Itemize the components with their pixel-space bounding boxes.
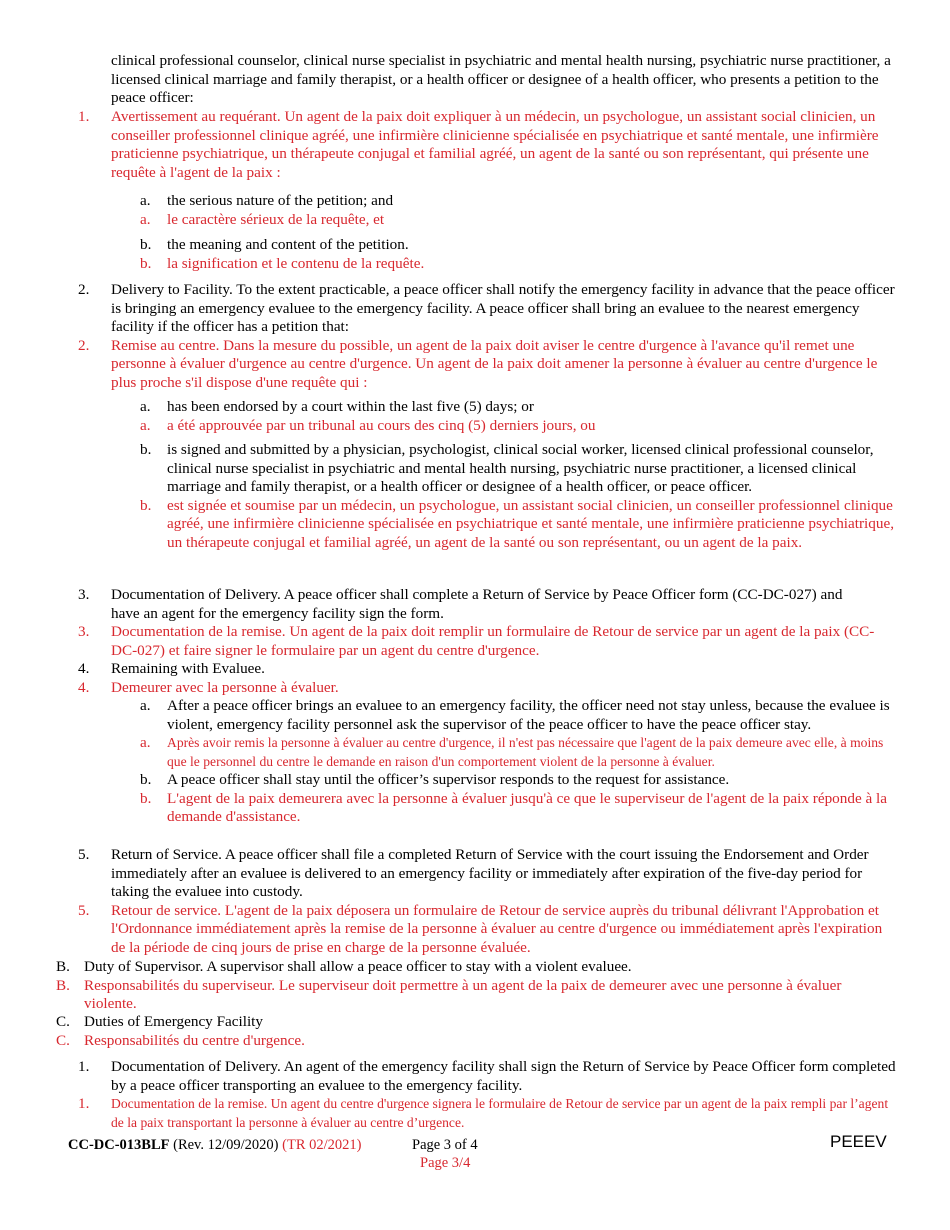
item-number: 5. (78, 901, 90, 919)
section-c-en-text: Duties of Emergency Facility (84, 1013, 263, 1030)
section-c (56, 1013, 896, 1050)
form-id: CC-DC-013BLF (68, 1137, 170, 1153)
sub-fr-text: le caractère sérieux de la requête, et (167, 210, 385, 228)
section-c-item-1-en-text: Documentation of Delivery. An agent of the emergency facility shall sign the Return of Service by Peace Officer form completed by a peace officer transporting an evaluee to the emergency facility. (111, 1058, 896, 1094)
section-c-item-1-fr-text: Documentation de la remise. Un agent du centre d'urgence signera le formulaire de Retour de service par un agent de la paix rempli par l’agent de la paix transportant la personne à évaluer au centre d’urgence. (111, 1096, 889, 1130)
item-4 (78, 660, 896, 697)
form-code (830, 1133, 887, 1152)
item-2-fr-text: Remise au centre. Dans la mesure du possible, un agent de la paix doit aviser le centre d'urgence à l'avance qu'il remet une personne à évaluer d'urgence au centre d'urgence. Un agent de la paix doit amener la personne à évaluer au centre d'urgence le plus proche s'il dispose d'une requête qui : (111, 336, 878, 391)
item-5-fr-text: Retour de service. L'agent de la paix déposera un formulaire de Retour de service auprès du tribunal délivrant l'Approbation et l'Ordonnance immédiatement après la remise de la personne à évaluer au centre d'urgence ou immédiatement après l'expiration de la période de cinq jours de prise en charge de la personne évaluée. (111, 901, 883, 956)
sub-fr-text: a été approuvée par un tribunal au cours des cinq (5) derniers jours, ou (167, 416, 596, 434)
section-letter: B. (56, 958, 70, 975)
sub-letter: a. (140, 192, 151, 209)
item-number: 2. (78, 336, 90, 354)
item-2-en-text: Delivery to Facility. To the extent practicable, a peace officer shall notify the emergency facility in advance that the peace officer is bringing an emergency evaluee to the emergency facility. A peace officer shall bring an evaluee to the nearest emergency facility if the officer has a petition that: (111, 281, 895, 335)
item-number: 5. (78, 846, 90, 863)
item-number: 1. (78, 1095, 90, 1112)
item-number: 1. (78, 1058, 90, 1075)
translation-date: (TR 02/2021) (282, 1137, 362, 1153)
page-number-en-text: Page 3 of 4 (412, 1137, 478, 1153)
item-4-en-text: Remaining with Evaluee. (111, 660, 265, 677)
item-2-sub-b (140, 441, 896, 552)
sub-letter: a. (140, 398, 151, 415)
section-c-fr-text: Responsabilités du centre d'urgence. (84, 1031, 305, 1049)
footer-form-id-line (68, 1136, 361, 1155)
item-number: 3. (78, 586, 90, 603)
item-1-fr-text: Avertissement au requérant. Un agent de la paix doit expliquer à un médecin, un psychologue, un assistant social clinicien, un conseiller professionnel clinique agréé, une infirmière clinicienne spécialisée en psychiatrique et santé mentale, une infirmière praticienne psychiatrique, un thérapeute conjugal et familial agréé, un agent de la santé ou son représentant, qui présente une requête à l'agent de la paix : (111, 108, 879, 181)
page-number-en (412, 1136, 478, 1155)
sub-letter: a. (140, 734, 151, 751)
sub-letter: a. (140, 697, 151, 714)
item-number: 4. (78, 660, 90, 677)
intro-paragraph (111, 52, 896, 108)
section-letter: C. (56, 1031, 70, 1049)
item-4-fr-text: Demeurer avec la personne à évaluer. (111, 678, 339, 696)
item-4-sub-a (140, 697, 896, 827)
item-3 (78, 586, 848, 623)
item-3-fr-text: Documentation de la remise. Un agent de la paix doit remplir un formulaire de Retour de service par un agent de la paix (CC-DC-027) et faire signer le formulaire par un agent du centre d'urgence. (111, 623, 875, 659)
section-c-item-1 (78, 1058, 896, 1132)
item-1-sub-b (140, 236, 896, 273)
item-2 (78, 281, 896, 392)
item-1-fr (78, 108, 896, 182)
item-1-sub-a (140, 192, 896, 229)
section-letter: B. (56, 976, 70, 994)
item-3-fr (78, 623, 896, 660)
sub-letter: a. (140, 416, 151, 434)
sub-en-text: A peace officer shall stay until the officer’s supervisor responds to the request for assistance. (167, 771, 730, 788)
sub-letter: b. (140, 254, 152, 272)
sub-fr-text: est signée et soumise par un médecin, un psychologue, un assistant social clinicien, un conseiller professionnel clinique agréé, une infirmière clinicienne spécialisée en psychiatrique et santé mentale, une infirmière praticienne psychiatrique, un thérapeute conjugal et familial agréé, un agent de la santé ou son représentant, ou un agent de la paix. (167, 496, 894, 551)
item-number: 4. (78, 678, 90, 696)
sub-en-text: has been endorsed by a court within the last five (5) days; or (167, 398, 534, 415)
sub-en-text: the serious nature of the petition; and (167, 192, 394, 209)
sub-fr-text: Après avoir remis la personne à évaluer au centre d'urgence, il n'est pas nécessaire que l'agent de la paix demeure avec elle, à moins que le personnel du centre le demande en raison d'un comportement violent de la personne à évaluer. (167, 735, 884, 769)
intro-en-text: clinical professional counselor, clinical nurse specialist in psychiatric and mental health nursing, psychiatric nurse practitioner, a licensed clinical marriage and family therapist, or a health officer or designee of a health officer, who presents a petition to the peace officer: (111, 52, 891, 106)
sub-letter: b. (140, 771, 152, 788)
sub-letter: b. (140, 789, 152, 807)
item-number: 3. (78, 623, 90, 640)
form-code-text: PEEEV (830, 1132, 887, 1151)
item-number: 1. (78, 108, 90, 125)
item-5-en-text: Return of Service. A peace officer shall file a completed Return of Service with the court issuing the Endorsement and Order immediately after an evaluee is delivered to an emergency facility or immediately after expiration of the five-day period for taking the evaluee into custody. (111, 846, 869, 900)
section-b (56, 958, 896, 1014)
sub-en-text: the meaning and content of the petition. (167, 236, 409, 253)
page-number-fr (420, 1154, 470, 1173)
item-5 (78, 846, 896, 957)
sub-letter: a. (140, 210, 151, 228)
revision-date: (Rev. 12/09/2020) (173, 1137, 279, 1153)
section-b-en-text: Duty of Supervisor. A supervisor shall allow a peace officer to stay with a violent evaluee. (84, 958, 632, 975)
sub-fr-text: L'agent de la paix demeurera avec la personne à évaluer jusqu'à ce que le superviseur de l'agent de la paix réponde à la demande d'assistance. (167, 789, 887, 825)
section-letter: C. (56, 1013, 70, 1030)
section-b-fr-text: Responsabilités du superviseur. Le superviseur doit permettre à un agent de la paix de demeurer avec une personne à évaluer violente. (84, 976, 842, 1012)
item-2-sub-a (140, 398, 896, 435)
sub-en-text: After a peace officer brings an evaluee to an emergency facility, the officer need not stay unless, because the evaluee is violent, emergency facility personnel ask the supervisor of the peace officer to have the peace officer stay. (167, 697, 890, 733)
sub-letter: b. (140, 496, 152, 514)
sub-fr-text: la signification et le contenu de la requête. (167, 254, 425, 272)
sub-letter: b. (140, 236, 152, 253)
sub-letter: b. (140, 441, 152, 458)
sub-en-text: is signed and submitted by a physician, psychologist, clinical social worker, licensed clinical professional counselor, clinical nurse specialist in psychiatric and mental health nursing, psychiatric nurse practitioner, a licensed clinical marriage and family therapist, or a health officer or designee of a health officer, or peace officer. (167, 441, 874, 495)
item-number: 2. (78, 281, 90, 298)
item-3-en-text: Documentation of Delivery. A peace officer shall complete a Return of Service by Peace Officer form (CC-DC-027) and have an agent for the emergency facility sign the form. (111, 586, 843, 622)
page-number-fr-text: Page 3/4 (420, 1155, 471, 1171)
